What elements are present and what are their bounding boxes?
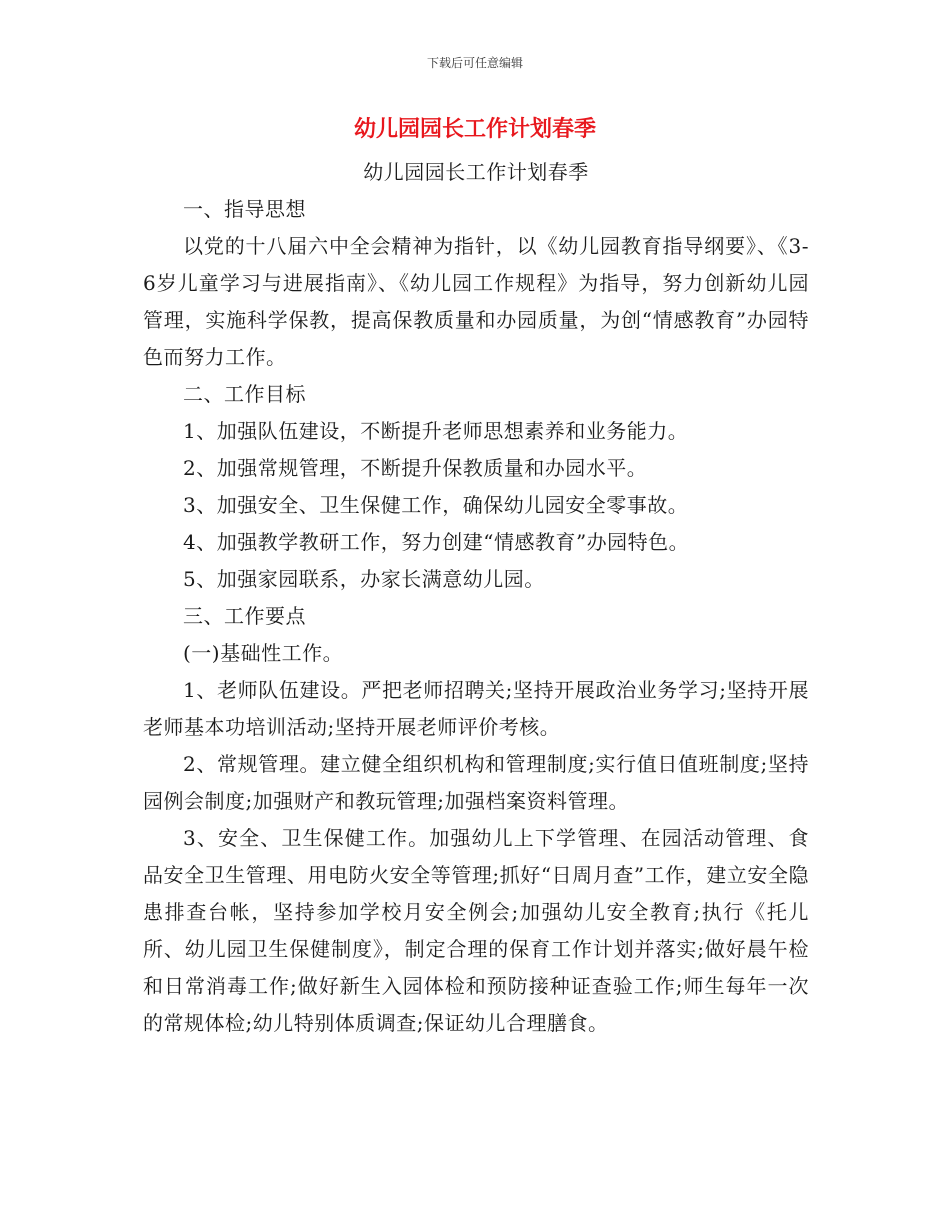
- subtitle: 幼儿园园长工作计划春季: [363, 160, 589, 184]
- document-title: 幼儿园园长工作计划春季: [353, 117, 596, 142]
- goal-item-2: 2、加强常规管理，不断提升保教质量和办园水平。: [183, 456, 648, 480]
- section-heading-work-goals: 二、工作目标: [183, 382, 306, 406]
- paragraph-guiding-thought: 以党的十八届六中全会精神为指针，以《幼儿园教育指导纲要》、《3-6岁儿童学习与进展指南》、《幼儿园工作规程》为指导，努力创新幼儿园管理，实施科学保教，提高保教质量和办园质量，为创“情感教育”办园特色而努力工作。: [143, 234, 809, 369]
- paragraph-teacher-team: 1、老师队伍建设。严把老师招聘关;坚持开展政治业务学习;坚持开展老师基本功培训活动;坚持开展老师评价考核。: [143, 678, 809, 739]
- section-heading-work-points: 三、工作要点: [183, 604, 306, 628]
- goal-item-1: 1、加强队伍建设，不断提升老师思想素养和业务能力。: [183, 419, 689, 443]
- goal-item-3: 3、加强安全、卫生保健工作，确保幼儿园安全零事故。: [183, 493, 689, 517]
- paragraph-routine-management: 2、常规管理。建立健全组织机构和管理制度;实行值日值班制度;坚持园例会制度;加强财产和教玩管理;加强档案资料管理。: [143, 752, 809, 813]
- subsection-heading-basic-work: (一)基础性工作。: [183, 641, 344, 665]
- paragraph-safety-health: 3、安全、卫生保健工作。加强幼儿上下学管理、在园活动管理、食品安全卫生管理、用电防火安全等管理;抓好“日周月查”工作，建立安全隐患排查台帐，坚持参加学校月安全例会;加强幼儿安全教育;执行《托儿所、幼儿园卫生保健制度》，制定合理的保育工作计划并落实;做好晨午检和日常消毒工作;做好新生入园体检和预防接种证查验工作;师生每年一次的常规体检;幼儿特别体质调查;保证幼儿合理膳食。: [143, 826, 809, 1035]
- document-body: [143, 154, 809, 1042]
- section-heading-guiding-thought: 一、指导思想: [183, 197, 306, 221]
- goal-item-4: 4、加强教学教研工作，努力创建“情感教育”办园特色。: [183, 530, 690, 554]
- header-note: 下载后可任意编辑: [426, 56, 523, 70]
- goal-item-5: 5、加强家园联系，办家长满意幼儿园。: [183, 567, 545, 591]
